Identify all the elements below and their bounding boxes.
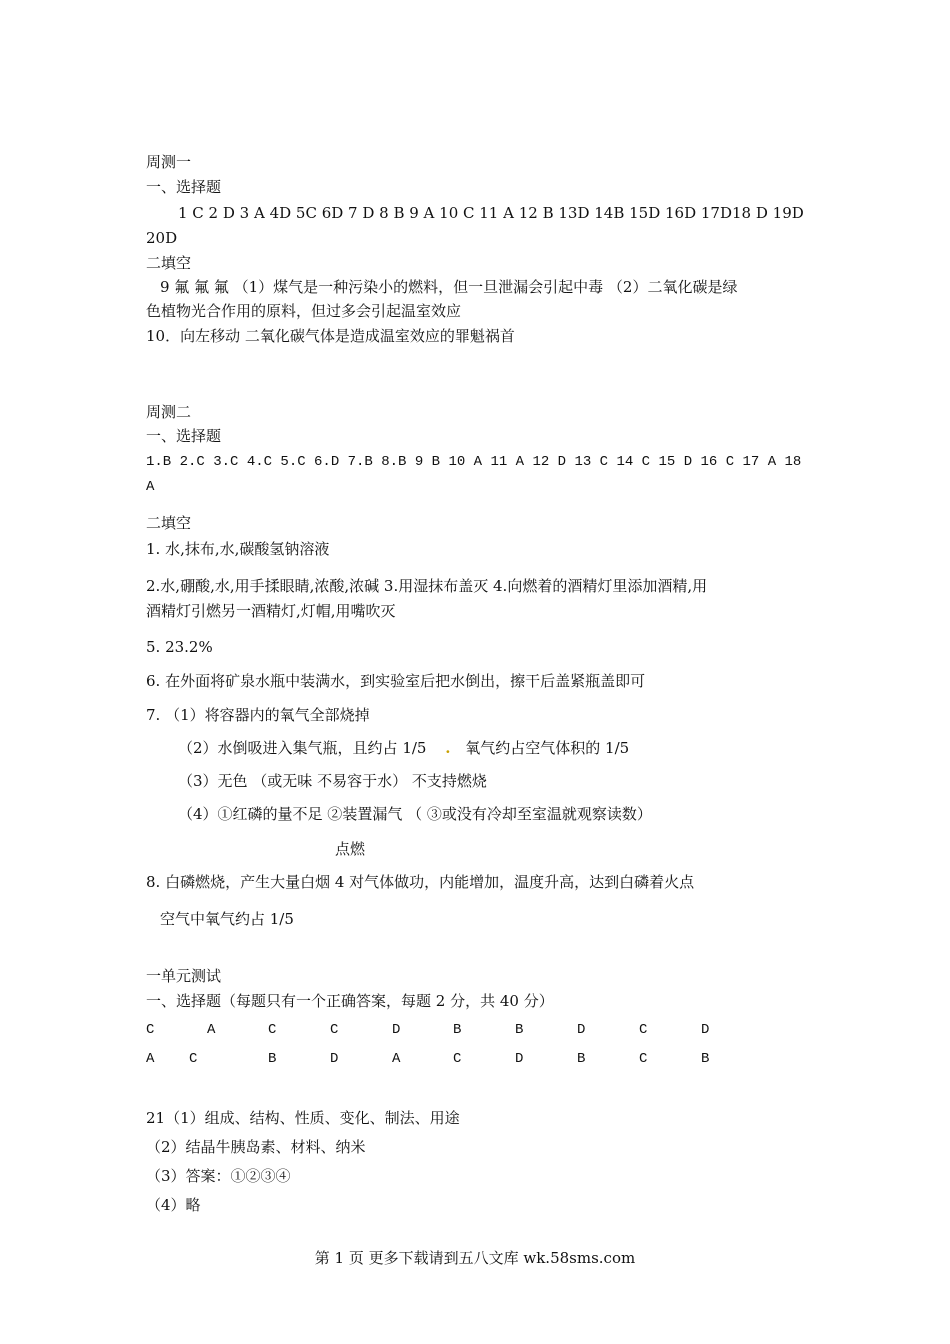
week2-q6: 6. 在外面将矿泉水瓶中装满水，到实验室后把水倒出，擦干后盖紧瓶盖即可 (146, 672, 646, 690)
unit1-q21-2: （2）结晶牛胰岛素、材料、纳米 (146, 1138, 366, 1156)
answer-cell: C (268, 1022, 277, 1038)
week2-q7-2 (178, 738, 629, 758)
week2-q7-4: （4）①红磷的量不足 ②装置漏气 （ ③或没有冷却至室温就观察读数） (178, 805, 652, 823)
week2-section-choice: 一、选择题 (146, 427, 222, 445)
answer-cell: A (392, 1051, 401, 1067)
week1-section-fill: 二填空 (146, 254, 192, 272)
unit1-title: 一单元测试 (146, 967, 222, 985)
answer-cell: B (268, 1051, 277, 1067)
answer-cell: D (701, 1022, 710, 1038)
answer-cell: D (577, 1022, 586, 1038)
week1-q9-cont: 色植物光合作用的原料，但过多会引起温室效应 (146, 302, 462, 320)
answer-cell: B (453, 1022, 462, 1038)
answer-cell: C (146, 1022, 155, 1038)
week2-q2: 2.水,硼酸,水,用手揉眼睛,浓酸,浓碱 3.用湿抹布盖灭 4.向燃着的酒精灯里添加酒精,用 (146, 577, 708, 595)
answer-cell: C (639, 1022, 648, 1038)
unit1-q21-3: （3）答案：①②③④ (146, 1167, 291, 1185)
week2-q8: 8. 白磷燃烧，产生大量白烟 4 对气体做功，内能增加，温度升高，达到白磷着火点 (146, 873, 695, 891)
week1-q9: 9 氟 氟 氟 （1）煤气是一种污染小的燃料，但一旦泄漏会引起中毒 （2）二氧化碳是绿 (160, 278, 738, 296)
answer-cell: B (577, 1051, 586, 1067)
week2-q7-2-a: （2）水倒吸进入集气瓶，且约占 1/5 (178, 739, 427, 757)
unit1-q21-4: （4）略 (146, 1196, 201, 1214)
unit1-section-choice: 一、选择题（每题只有一个正确答案，每题 2 分，共 40 分） (146, 992, 554, 1010)
week1-title: 周测一 (146, 153, 192, 171)
week2-choice-answers: 1.B 2.C 3.C 4.C 5.C 6.D 7.B 8.B 9 B 10 A 11 A 12 D 13 C 14 C 15 D 16 C 17 A 18 (146, 454, 802, 470)
week2-q7-3: （3）无色 （或无味 不易容于水） 不支持燃烧 (178, 772, 487, 790)
page-footer: 第 1 页 更多下载请到五八文库 wk.58sms.com (314, 1249, 636, 1267)
answer-cell: D (392, 1022, 401, 1038)
answer-cell: C (189, 1051, 198, 1067)
week2-title: 周测二 (146, 403, 192, 421)
answer-cell: D (330, 1051, 339, 1067)
answer-cell: A (207, 1022, 216, 1038)
week2-q7-2-dot: . (445, 739, 451, 757)
answer-cell: C (453, 1051, 462, 1067)
answer-cell: C (639, 1051, 648, 1067)
week1-section-choice: 一、选择题 (146, 178, 222, 196)
unit1-q21-1: 21（1）组成、结构、性质、变化、制法、用途 (146, 1109, 460, 1127)
week2-section-fill: 二填空 (146, 514, 192, 532)
week1-q10: 10．向左移动 二氧化碳气体是造成温室效应的罪魁祸首 (146, 327, 515, 345)
week1-choice-answers: 1 C 2 D 3 A 4D 5C 6D 7 D 8 B 9 A 10 C 11 A 12 B 13D 14B 15D 16D 17D18 D 19D (178, 204, 804, 222)
answer-cell: A (146, 1051, 155, 1067)
week2-q8-cont: 空气中氧气约占 1/5 (160, 910, 294, 928)
answer-cell: B (515, 1022, 524, 1038)
week2-q5: 5. 23.2% (146, 638, 213, 656)
week2-q7-2-b: 氧气约占空气体积的 1/5 (465, 739, 630, 757)
week2-choice-answers-cont: A (146, 479, 155, 495)
week2-q8-annotation: 点燃 (335, 840, 366, 858)
answer-cell: B (701, 1051, 710, 1067)
answer-cell: C (330, 1022, 339, 1038)
week1-choice-answers-cont: 20D (146, 229, 178, 247)
week2-q2-cont: 酒精灯引燃另一酒精灯,灯帽,用嘴吹灭 (146, 602, 396, 620)
week2-q7-1: 7. （1）将容器内的氧气全部烧掉 (146, 706, 370, 724)
answer-cell: D (515, 1051, 524, 1067)
week2-q1: 1. 水,抹布,水,碳酸氢钠溶液 (146, 540, 330, 558)
